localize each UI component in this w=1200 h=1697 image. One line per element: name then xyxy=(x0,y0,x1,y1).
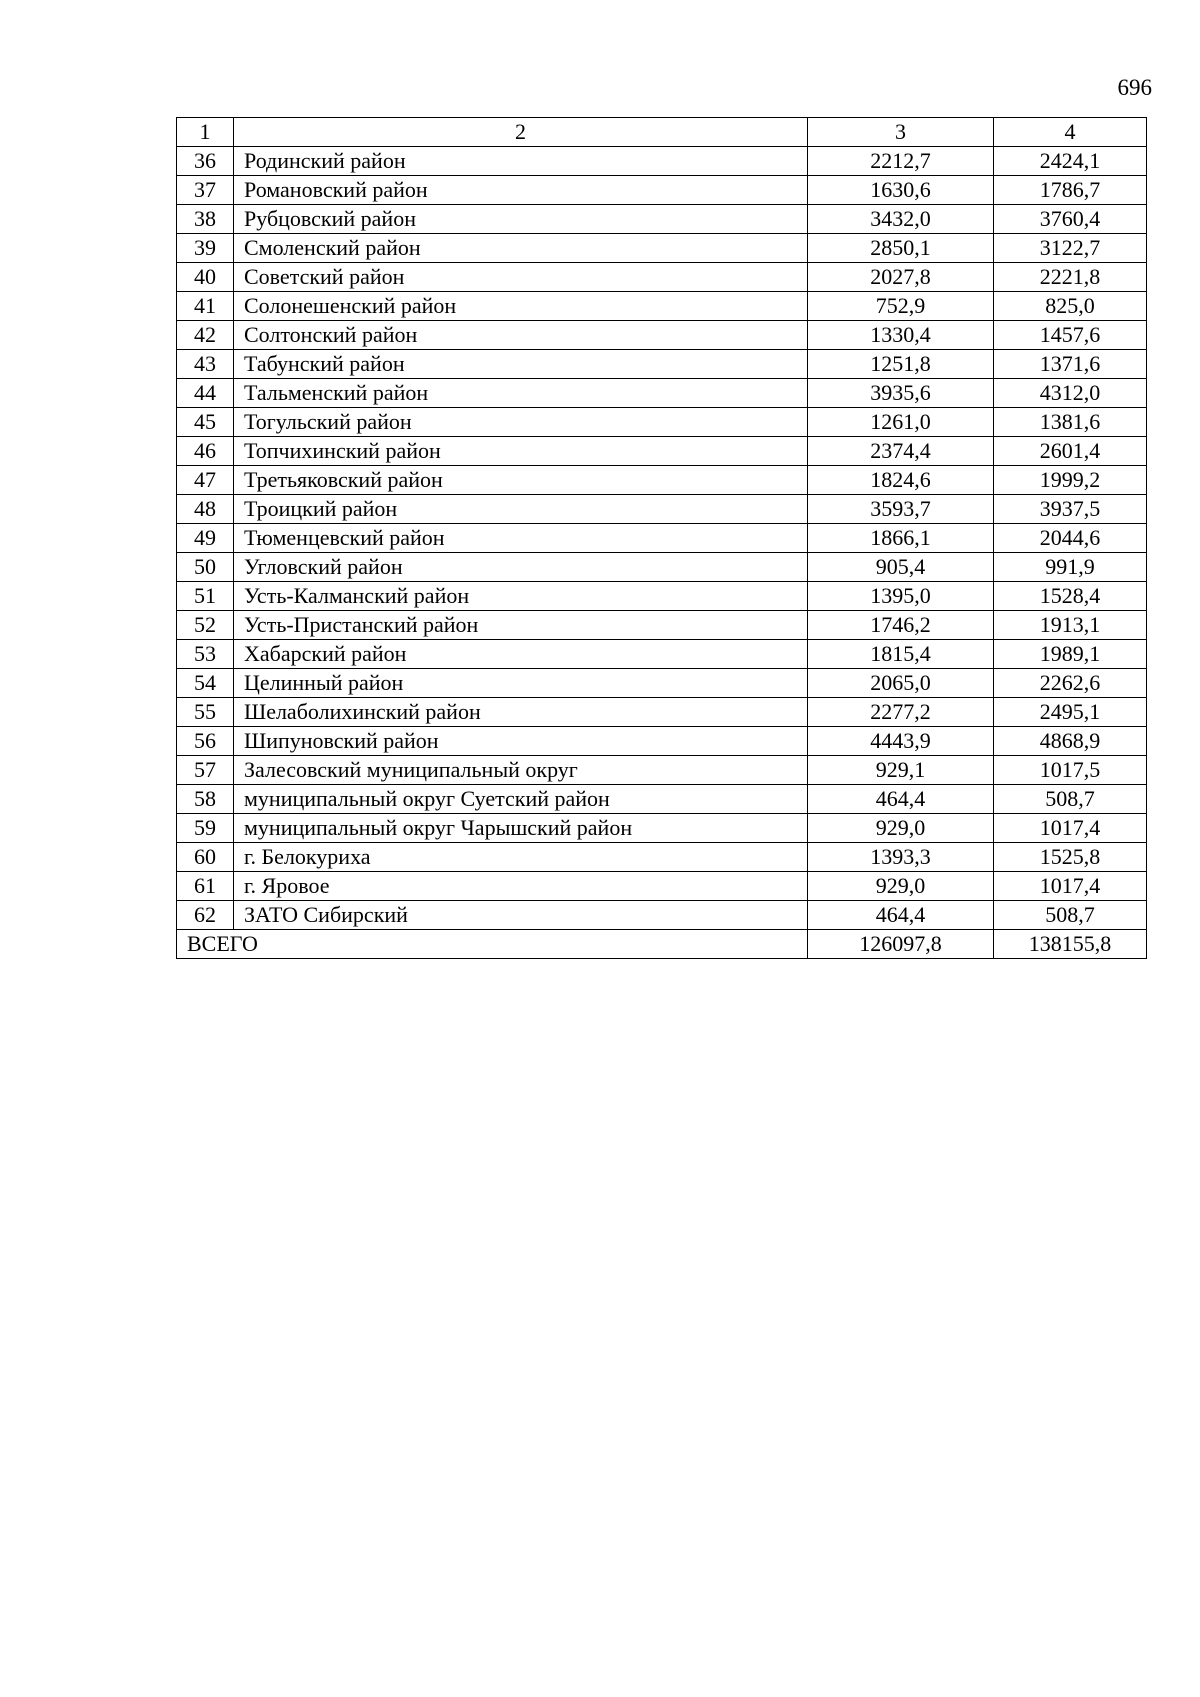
value-col4-cell: 1528,4 xyxy=(994,582,1147,611)
total-c3-cell: 126097,8 xyxy=(808,930,994,959)
row-number-cell: 40 xyxy=(177,263,234,292)
row-number-cell: 37 xyxy=(177,176,234,205)
table-row xyxy=(177,756,1147,785)
value-col4-cell: 1786,7 xyxy=(994,176,1147,205)
value-col4-cell: 1017,4 xyxy=(994,872,1147,901)
district-name-cell: Тальменский район xyxy=(234,379,808,408)
row-number-cell: 49 xyxy=(177,524,234,553)
value-col4-cell: 508,7 xyxy=(994,785,1147,814)
district-name-cell: Рубцовский район xyxy=(234,205,808,234)
row-number-cell: 57 xyxy=(177,756,234,785)
table-row xyxy=(177,234,1147,263)
district-name-cell: Залесовский муниципальный округ xyxy=(234,756,808,785)
value-col3-cell: 2027,8 xyxy=(808,263,994,292)
page-number: 696 xyxy=(1117,75,1152,100)
district-name-cell: Романовский район xyxy=(234,176,808,205)
total-c4-cell: 138155,8 xyxy=(994,930,1147,959)
table-row xyxy=(177,408,1147,437)
table-row xyxy=(177,176,1147,205)
district-name-cell: Солонешенский район xyxy=(234,292,808,321)
value-col4-cell: 1017,4 xyxy=(994,814,1147,843)
table-row xyxy=(177,872,1147,901)
value-col4-cell: 1457,6 xyxy=(994,321,1147,350)
value-col4-cell: 2424,1 xyxy=(994,147,1147,176)
row-number-cell: 59 xyxy=(177,814,234,843)
district-name-cell: Усть-Калманский район xyxy=(234,582,808,611)
value-col3-cell: 1261,0 xyxy=(808,408,994,437)
table-row xyxy=(177,553,1147,582)
district-name-cell: Хабарский район xyxy=(234,640,808,669)
table-header-row xyxy=(177,118,1147,147)
table-row xyxy=(177,437,1147,466)
value-col3-cell: 2374,4 xyxy=(808,437,994,466)
table-row xyxy=(177,495,1147,524)
district-name-cell: Усть-Пристанский район xyxy=(234,611,808,640)
district-name-cell: Шипуновский район xyxy=(234,727,808,756)
row-number-cell: 60 xyxy=(177,843,234,872)
row-number-cell: 46 xyxy=(177,437,234,466)
value-col4-cell: 991,9 xyxy=(994,553,1147,582)
district-name-cell: муниципальный округ Чарышский район xyxy=(234,814,808,843)
value-col4-cell: 1913,1 xyxy=(994,611,1147,640)
value-col3-cell: 929,0 xyxy=(808,872,994,901)
table-row xyxy=(177,350,1147,379)
district-name-cell: Угловский район xyxy=(234,553,808,582)
row-number-cell: 53 xyxy=(177,640,234,669)
row-number-cell: 38 xyxy=(177,205,234,234)
value-col3-cell: 1866,1 xyxy=(808,524,994,553)
row-number-cell: 43 xyxy=(177,350,234,379)
table-row xyxy=(177,263,1147,292)
table-row xyxy=(177,147,1147,176)
allocation-table xyxy=(176,117,1147,959)
value-col3-cell: 1395,0 xyxy=(808,582,994,611)
row-number-cell: 48 xyxy=(177,495,234,524)
district-name-cell: Целинный район xyxy=(234,669,808,698)
value-col4-cell: 1525,8 xyxy=(994,843,1147,872)
column-header-1: 1 xyxy=(177,118,234,147)
row-number-cell: 62 xyxy=(177,901,234,930)
row-number-cell: 54 xyxy=(177,669,234,698)
value-col3-cell: 1746,2 xyxy=(808,611,994,640)
value-col3-cell: 3432,0 xyxy=(808,205,994,234)
table-row xyxy=(177,727,1147,756)
row-number-cell: 44 xyxy=(177,379,234,408)
district-name-cell: г. Белокуриха xyxy=(234,843,808,872)
value-col3-cell: 3593,7 xyxy=(808,495,994,524)
value-col3-cell: 1630,6 xyxy=(808,176,994,205)
district-name-cell: Тогульский район xyxy=(234,408,808,437)
table-row xyxy=(177,611,1147,640)
value-col3-cell: 1824,6 xyxy=(808,466,994,495)
value-col3-cell: 3935,6 xyxy=(808,379,994,408)
row-number-cell: 50 xyxy=(177,553,234,582)
value-col3-cell: 905,4 xyxy=(808,553,994,582)
table-row xyxy=(177,814,1147,843)
table-row xyxy=(177,698,1147,727)
table-row xyxy=(177,669,1147,698)
table-row xyxy=(177,785,1147,814)
table-row xyxy=(177,582,1147,611)
table-row xyxy=(177,379,1147,408)
row-number-cell: 45 xyxy=(177,408,234,437)
value-col3-cell: 929,0 xyxy=(808,814,994,843)
column-header-3: 3 xyxy=(808,118,994,147)
value-col3-cell: 464,4 xyxy=(808,901,994,930)
table-row xyxy=(177,843,1147,872)
district-name-cell: Солтонский район xyxy=(234,321,808,350)
row-number-cell: 56 xyxy=(177,727,234,756)
value-col3-cell: 2850,1 xyxy=(808,234,994,263)
value-col4-cell: 1381,6 xyxy=(994,408,1147,437)
value-col3-cell: 2277,2 xyxy=(808,698,994,727)
value-col4-cell: 1989,1 xyxy=(994,640,1147,669)
district-name-cell: муниципальный округ Суетский район xyxy=(234,785,808,814)
value-col3-cell: 1251,8 xyxy=(808,350,994,379)
district-name-cell: ЗАТО Сибирский xyxy=(234,901,808,930)
table-row xyxy=(177,205,1147,234)
value-col4-cell: 3937,5 xyxy=(994,495,1147,524)
district-name-cell: Советский район xyxy=(234,263,808,292)
table-row xyxy=(177,321,1147,350)
value-col4-cell: 4312,0 xyxy=(994,379,1147,408)
row-number-cell: 39 xyxy=(177,234,234,263)
row-number-cell: 52 xyxy=(177,611,234,640)
district-name-cell: Табунский район xyxy=(234,350,808,379)
row-number-cell: 36 xyxy=(177,147,234,176)
value-col3-cell: 1330,4 xyxy=(808,321,994,350)
value-col4-cell: 2044,6 xyxy=(994,524,1147,553)
value-col3-cell: 2212,7 xyxy=(808,147,994,176)
district-name-cell: Третьяковский район xyxy=(234,466,808,495)
value-col4-cell: 4868,9 xyxy=(994,727,1147,756)
district-name-cell: Тюменцевский район xyxy=(234,524,808,553)
district-name-cell: Смоленский район xyxy=(234,234,808,263)
district-name-cell: Троицкий район xyxy=(234,495,808,524)
column-header-2: 2 xyxy=(234,118,808,147)
value-col3-cell: 929,1 xyxy=(808,756,994,785)
row-number-cell: 42 xyxy=(177,321,234,350)
district-name-cell: Топчихинский район xyxy=(234,437,808,466)
district-name-cell: Родинский район xyxy=(234,147,808,176)
value-col3-cell: 1815,4 xyxy=(808,640,994,669)
value-col4-cell: 508,7 xyxy=(994,901,1147,930)
value-col4-cell: 1999,2 xyxy=(994,466,1147,495)
total-row xyxy=(177,930,1147,959)
value-col4-cell: 1017,5 xyxy=(994,756,1147,785)
value-col4-cell: 2262,6 xyxy=(994,669,1147,698)
row-number-cell: 55 xyxy=(177,698,234,727)
value-col3-cell: 464,4 xyxy=(808,785,994,814)
value-col4-cell: 2495,1 xyxy=(994,698,1147,727)
row-number-cell: 47 xyxy=(177,466,234,495)
total-label-cell: ВСЕГО xyxy=(177,930,808,959)
value-col4-cell: 3122,7 xyxy=(994,234,1147,263)
value-col4-cell: 2601,4 xyxy=(994,437,1147,466)
value-col3-cell: 2065,0 xyxy=(808,669,994,698)
table-row xyxy=(177,640,1147,669)
row-number-cell: 61 xyxy=(177,872,234,901)
district-name-cell: Шелаболихинский район xyxy=(234,698,808,727)
value-col4-cell: 1371,6 xyxy=(994,350,1147,379)
column-header-4: 4 xyxy=(994,118,1147,147)
value-col4-cell: 2221,8 xyxy=(994,263,1147,292)
table-row xyxy=(177,901,1147,930)
table-row xyxy=(177,292,1147,321)
value-col3-cell: 752,9 xyxy=(808,292,994,321)
row-number-cell: 51 xyxy=(177,582,234,611)
table-row xyxy=(177,524,1147,553)
value-col4-cell: 3760,4 xyxy=(994,205,1147,234)
value-col4-cell: 825,0 xyxy=(994,292,1147,321)
value-col3-cell: 4443,9 xyxy=(808,727,994,756)
value-col3-cell: 1393,3 xyxy=(808,843,994,872)
row-number-cell: 41 xyxy=(177,292,234,321)
table-row xyxy=(177,466,1147,495)
district-name-cell: г. Яровое xyxy=(234,872,808,901)
row-number-cell: 58 xyxy=(177,785,234,814)
